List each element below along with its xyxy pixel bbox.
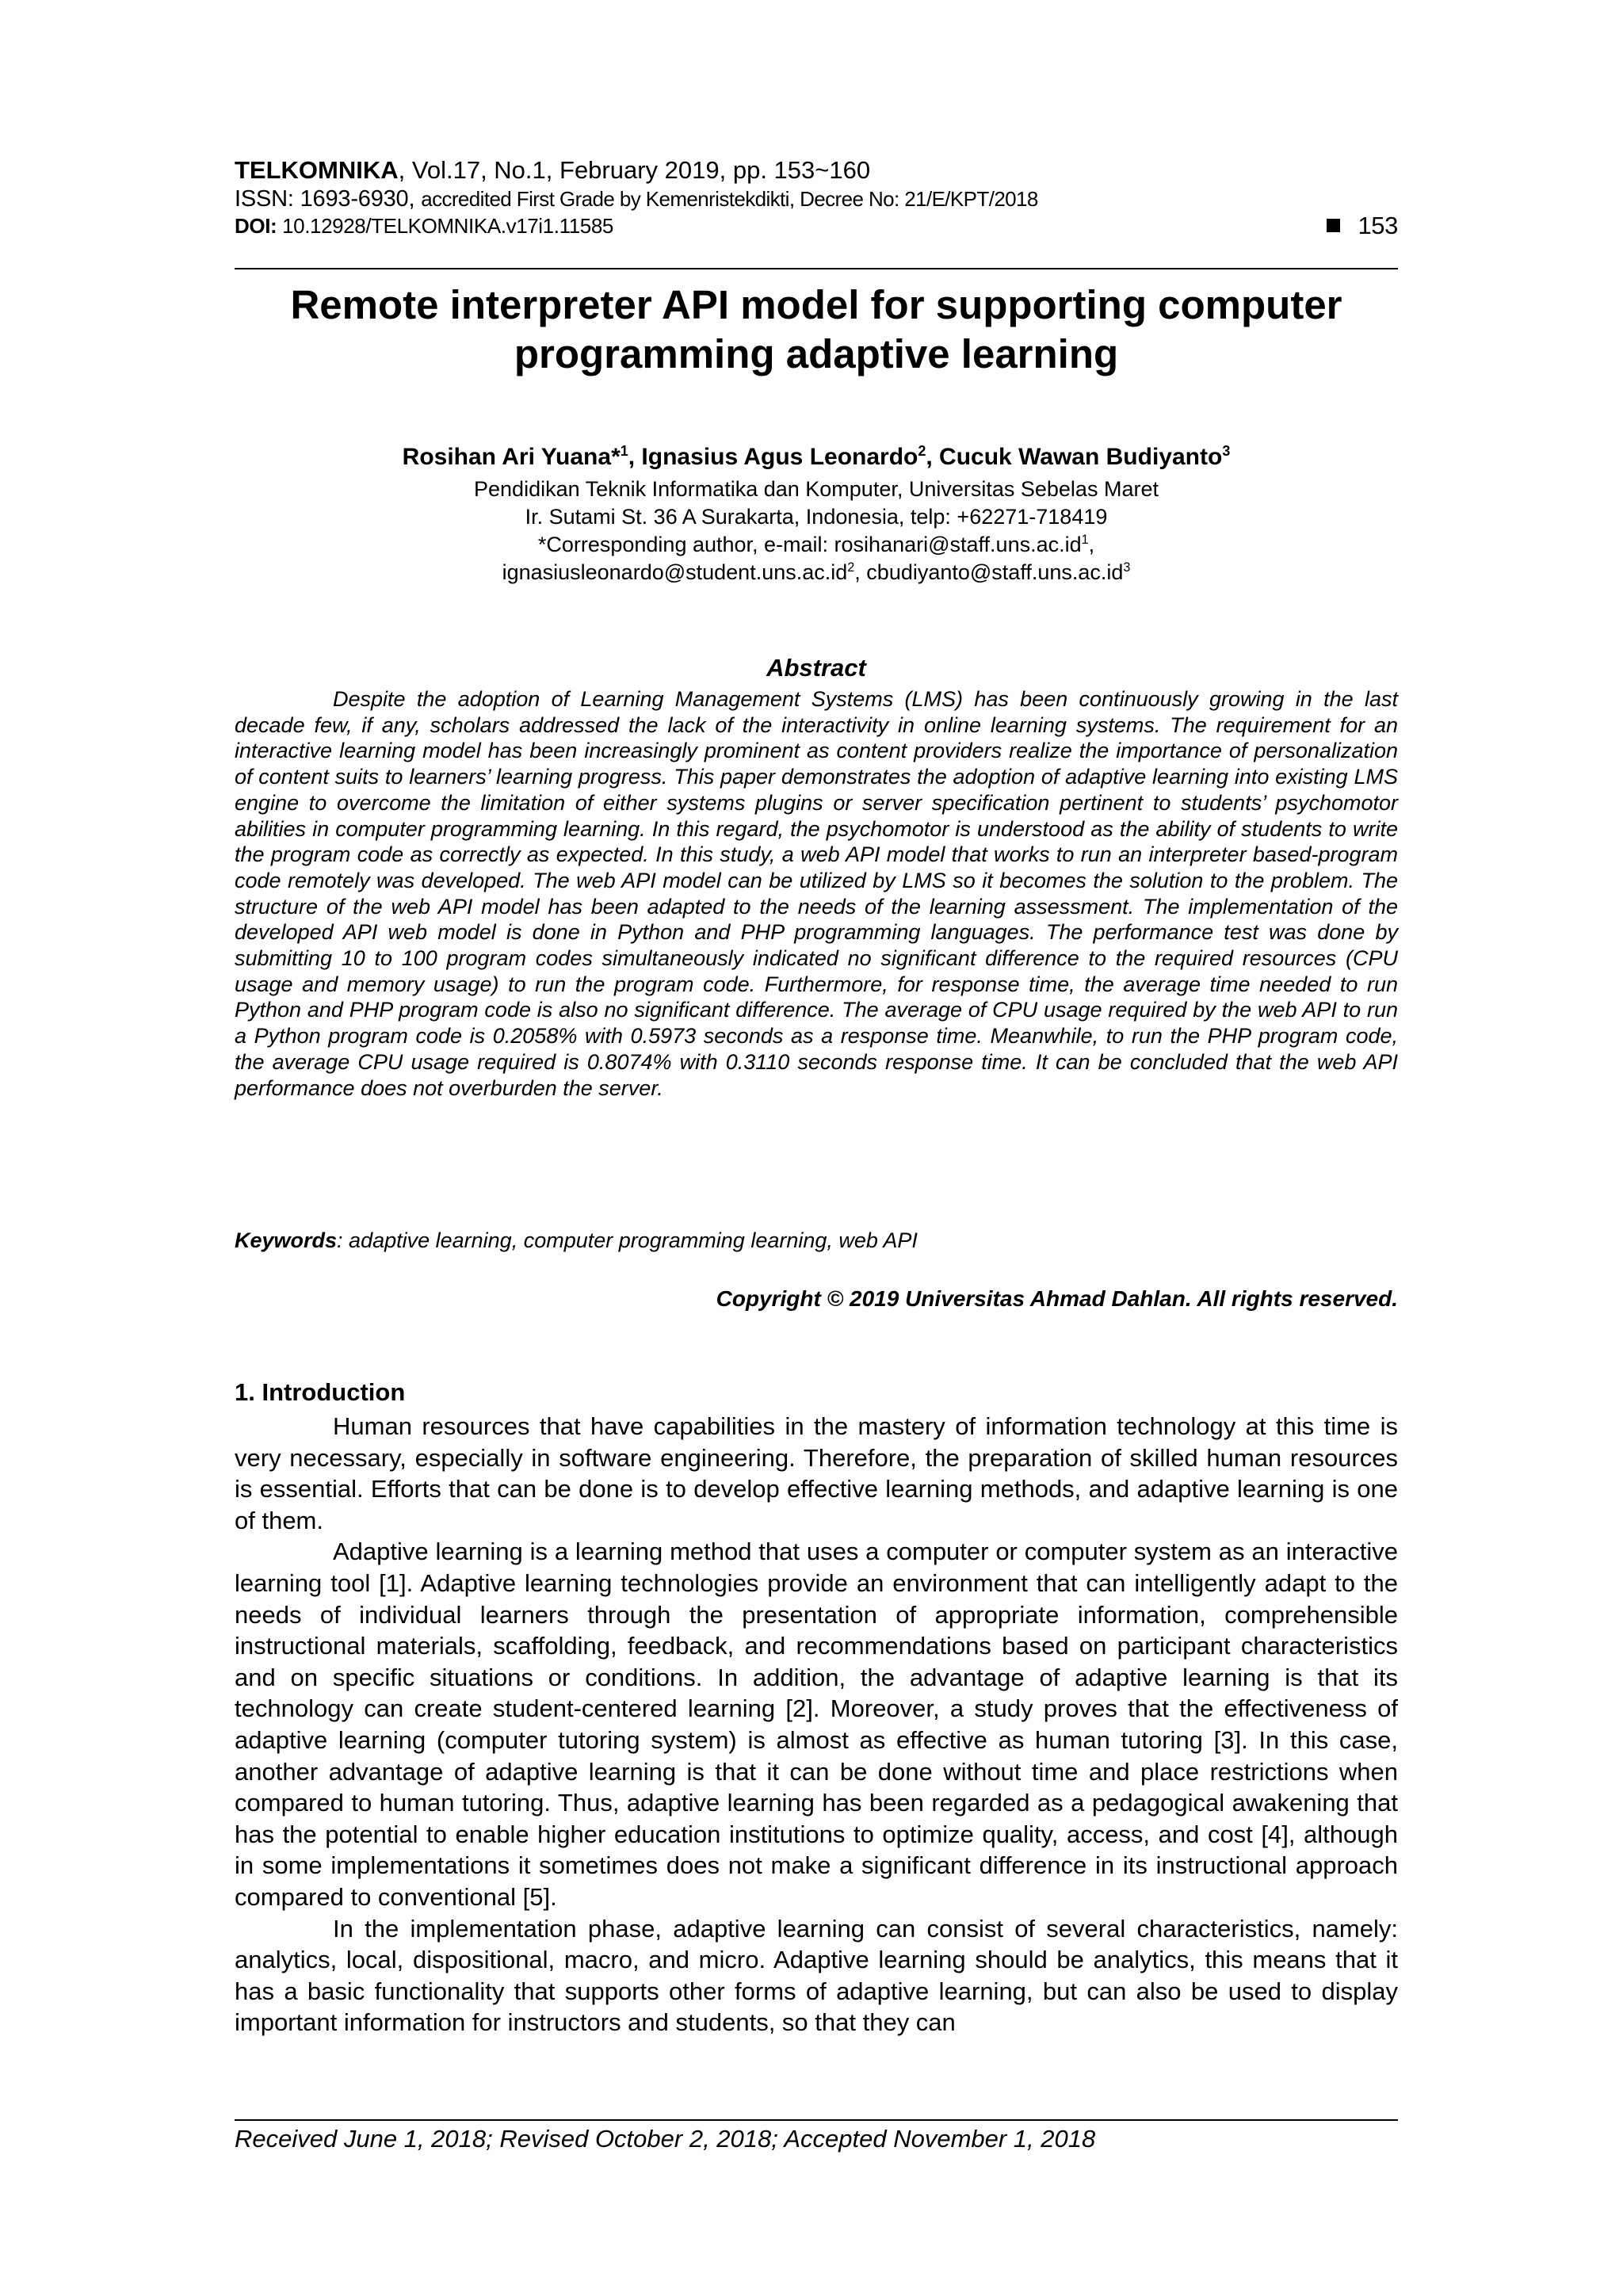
author-3-sup: 3 [1222, 443, 1231, 459]
affiliation-line-3 [235, 531, 1398, 559]
paragraph: Adaptive learning is a learning method that uses a computer or computer system as an interactive learning tool [1]. Adaptive learning technologies provide an environment that can intelligently adapt to the needs of individual learners through the presentation of appropriate information, comprehensible instructional materials, scaffolding, feedback, and recommendations based on participant characteristics and on specific situations or conditions. In addition, the advantage of adaptive learning is that its technology can create student-centered learning [2]. Moreover, a study proves that the effectiveness of adaptive learning (computer tutoring system) is almost as effective as human tutoring [3]. In this case, another advantage of adaptive learning is that it can be done without time and place restrictions when compared to human tutoring. Thus, adaptive learning has been regarded as a pedagogical awakening that has the potential to enable higher education institutions to optimize quality, access, and cost [4], although in some implementations it sometimes does not make a significant difference in its instructional approach compared to conventional [5]. [235, 1538, 1398, 1911]
email-2-sup: 2 [847, 560, 855, 575]
doi-line [235, 212, 1398, 239]
keywords [235, 1227, 1398, 1254]
keywords-label: Keywords [235, 1228, 338, 1252]
journal-line [235, 155, 1398, 185]
author-1-sup: 1 [620, 443, 628, 459]
abstract-heading: Abstract [766, 654, 866, 682]
paragraph: In the implementation phase, adaptive learning can consist of several characteristics, namely: analytics, local, dispositional, macro, and micro. Adaptive learning should be analytics, this means that it has a basic functionality that supports other forms of adaptive learning, but can also be used to display important information for instructors and students, so that they can [235, 1914, 1398, 2037]
author-list [235, 442, 1398, 472]
email-1-sup: 1 [1081, 533, 1089, 547]
running-header [235, 155, 1398, 239]
affiliation-line-2: Ir. Sutami St. 36 A Surakarta, Indonesia, telp: +62271-718419 [525, 505, 1108, 529]
copyright-notice: Copyright © 2019 Universitas Ahmad Dahlan. All rights reserved. [716, 1286, 1398, 1311]
author-2-sup: 2 [918, 443, 926, 459]
doi: 10.12928/TELKOMNIKA.v17i1.11585 [282, 214, 613, 238]
author-3: , Cucuk Wawan Budiyanto [926, 444, 1223, 470]
paper-title [235, 281, 1398, 379]
received-dates: Received June 1, 2018; Revised October 2, 2018; Accepted November 1, 2018 [235, 2125, 1096, 2153]
affiliation [235, 476, 1398, 586]
affiliation-comma: , [1088, 533, 1095, 556]
author-1: Rosihan Ari Yuana* [402, 444, 621, 470]
affiliation-line-4 [235, 559, 1398, 586]
page-number [1327, 212, 1398, 239]
author-2: , Ignasius Agus Leonardo [628, 444, 918, 470]
issn-line [235, 185, 1398, 212]
square-bullet-icon [1327, 219, 1340, 232]
page-number-value: 153 [1358, 212, 1398, 239]
title-line-1: Remote interpreter API model for supporting computer [290, 282, 1342, 327]
corresponding-author: *Corresponding author, e-mail: rosihanari@staff.uns.ac.id [537, 533, 1082, 556]
header-rule [235, 268, 1398, 269]
section-heading-introduction: 1. Introduction [235, 1378, 406, 1406]
email-2: ignasiusleonardo@student.uns.ac.id [502, 560, 848, 584]
paragraph: Human resources that have capabilities in the mastery of information technology at this time is very necessary, especially in software engineering. Therefore, the preparation of skilled human resources is essential. Efforts that can be done is to develop effective learning methods, and adaptive learning is one of them. [235, 1412, 1398, 1534]
accreditation: accredited First Grade by Kemenristekdikti, Decree No: 21/E/KPT/2018 [421, 187, 1038, 211]
issn: ISSN: 1693-6930, [235, 186, 422, 212]
journal-issue: , Vol.17, No.1, February 2019, pp. 153~160 [398, 156, 871, 184]
introduction-body [235, 1411, 1398, 2038]
abstract-body: Despite the adoption of Learning Management Systems (LMS) has been continuously growing in the last decade few, if any, scholars addressed the lack of the interactivity in online learning systems. The requirement for an interactive learning model has been increasingly prominent as content providers realize the importance of personalization of content suits to learners’ learning progress. This paper demonstrates the adoption of adaptive learning into existing LMS engine to overcome the limitation of either systems plugins or server specification pertinent to students’ psychomotor abilities in computer programming learning. In this regard, the psychomotor is understood as the ability of students to write the program code as correctly as expected. In this study, a web API model that works to run an interpreter based-program code remotely was developed. The web API model can be utilized by LMS so it becomes the solution to the problem. The structure of the web API model has been adapted to the needs of the learning assessment. The implementation of the developed API web model is done in Python and PHP programming languages. The performance test was done by submitting 10 to 100 program codes simultaneously indicated no significant difference to the required resources (CPU usage and memory usage) to run the program code. Furthermore, for response time, the average time needed to run Python and PHP program code is also no significant difference. The average of CPU usage required by the web API to run a Python program code is 0.2058% with 0.5973 seconds as a response time. Meanwhile, to run the PHP program code, the average CPU usage required is 0.8074% with 0.3110 seconds response time. It can be concluded that the web API performance does not overburden the server. [235, 687, 1398, 1100]
affiliation-line-1: Pendidikan Teknik Informatika dan Komputer, Universitas Sebelas Maret [474, 477, 1159, 501]
email-3: , cbudiyanto@staff.uns.ac.id [854, 560, 1124, 584]
email-3-sup: 3 [1123, 560, 1131, 575]
journal-name: TELKOMNIKA [235, 156, 399, 184]
footer-rule [235, 2119, 1398, 2121]
doi-label: DOI: [235, 214, 283, 238]
keywords-text: : adaptive learning, computer programming learning, web API [337, 1228, 918, 1252]
title-line-2: programming adaptive learning [514, 331, 1119, 376]
